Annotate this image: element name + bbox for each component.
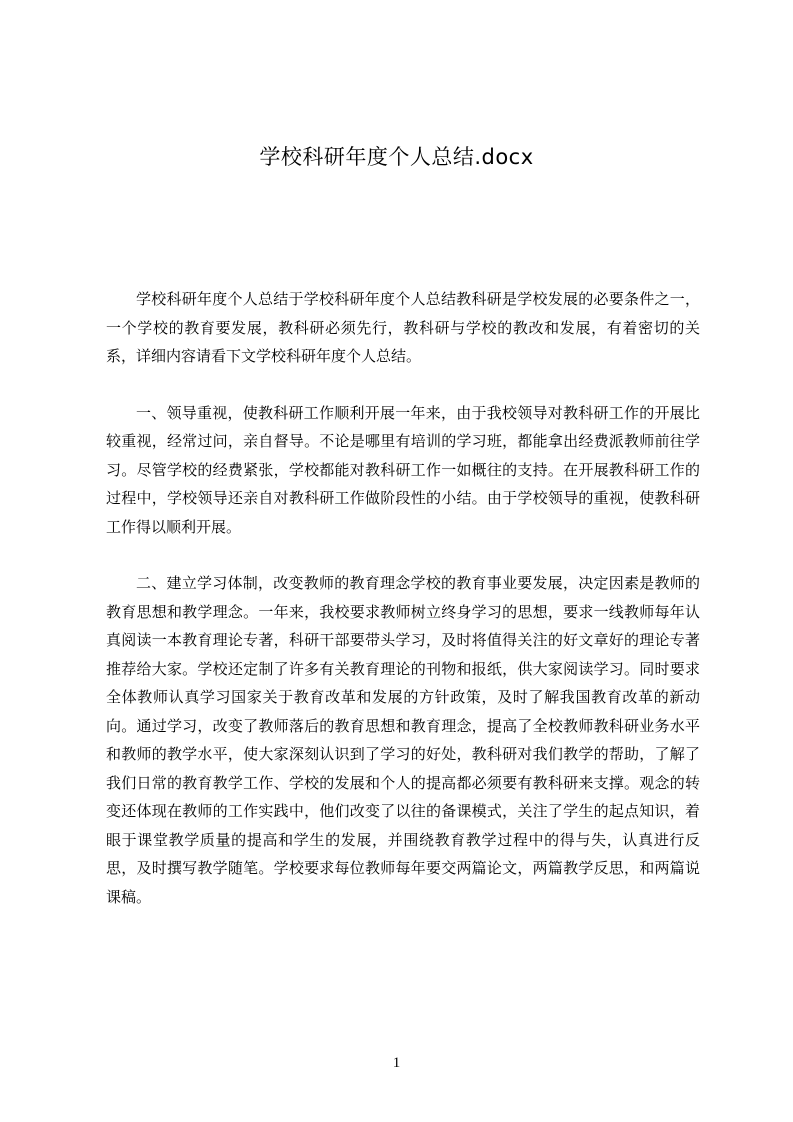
intro-paragraph: 学校科研年度个人总结于学校科研年度个人总结教科研是学校发展的必要条件之一，一个学校的教育要发展，教科研必须先行，教科研与学校的教改和发展，有着密切的关系，详细内容请看下文学校科研年度个人总结。 [106, 290, 700, 365]
document-title: 学校科研年度个人总结.docx [259, 145, 534, 169]
page-number: 1 [392, 1055, 401, 1071]
document-body [106, 285, 700, 939]
section-two-paragraph: 二、建立学习体制，改变教师的教育理念学校的教育事业要发展，决定因素是教师的教育思想和教学理念。一年来，我校要求教师树立终身学习的思想，要求一线教师每年认真阅读一本教育理论专著，科研干部要带头学习，及时将值得关注的好文章好的理论专著推荐给大家。学校还定制了许多有关教育理论的刊物和报纸，供大家阅读学习。同时要求全体教师认真学习国家关于教育改革和发展的方针政策，及时了解我国教育改革的新动向。通过学习，改变了教师落后的教育思想和教育理念，提高了全校教师教科研业务水平和教师的教学水平，使大家深刻认识到了学习的好处，教科研对我们教学的帮助，了解了我们日常的教育教学工作、学校的发展和个人的提高都必须要有教科研来支撑。观念的转变还体现在教师的工作实践中，他们改变了以往的备课模式，关注了学生的起点知识，着眼于课堂教学质量的提高和学生的发展，并围绕教育教学过程中的得与失，认真进行反思，及时撰写教学随笔。学校要求每位教师每年要交两篇论文，两篇教学反思，和两篇说课稿。 [106, 574, 700, 906]
section-one-paragraph: 一、领导重视，使教科研工作顺利开展一年来，由于我校领导对教科研工作的开展比较重视，经常过问，亲自督导。不论是哪里有培训的学习班，都能拿出经费派教师前往学习。尽管学校的经费紧张，学校都能对教科研工作一如概往的支持。在开展教科研工作的过程中，学校领导还亲自对教科研工作做阶段性的小结。由于学校领导的重视，使教科研工作得以顺利开展。 [106, 403, 700, 536]
